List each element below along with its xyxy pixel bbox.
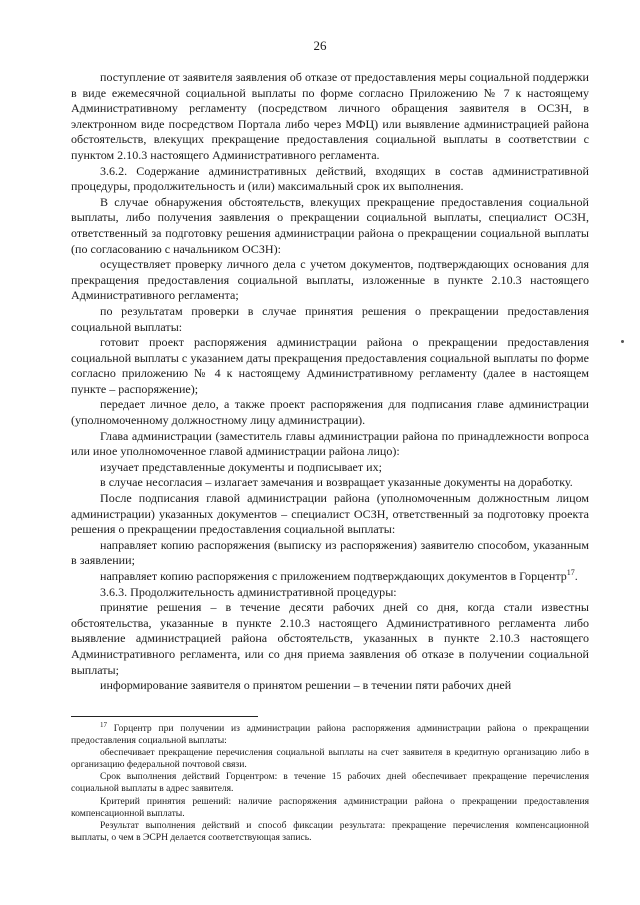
footnotes xyxy=(71,720,589,844)
paragraph: После подписания главой администрации района (уполномоченным должностным лицом администрации) указанных документов – специалист ОСЗН, ответственный за подготовку проекта решения о прекращении предоставления социальной выплаты: xyxy=(71,491,589,537)
footnote-number: 17 xyxy=(100,720,107,729)
list-item: в случае несогласия – излагает замечания и возвращает указанные документы на доработку. xyxy=(100,475,573,490)
list-item: принятие решения – в течение десяти рабочих дней со дня, когда стали известны обстоятельства, указанные в пункте 2.10.3 настоящего Административного регламента либо выявление администрацией района обстоятельств, указанных в пункте 2.10.3 настоящего Административного регламента, или со дня приема заявления об отказе в получении социальной выплаты; xyxy=(71,600,589,677)
list-item-with-footnote xyxy=(71,569,589,585)
scan-speck xyxy=(621,340,624,343)
footnote-item xyxy=(71,720,589,747)
paragraph: поступление от заявителя заявления об отказе от предоставления меры социальной поддержки в виде ежемесячной социальной выплаты по форме согласно Приложению № 7 к настоящему Административному регламенту (посредством личного обращения заявителя в ОСЗН, в электронном виде посредством Портала либо через МФЦ) или выявление администрацией района обстоятельств, влекущих прекращение предоставления социальной выплаты в соответствии с пунктом 2.10.3 настоящего Административного регламента. xyxy=(71,70,589,162)
footnote-divider xyxy=(71,716,258,717)
footnote-item: Критерий принятия решений: наличие распоряжения администрации района о прекращении предоставления компенсационной выплаты. xyxy=(71,795,589,819)
list-item: направляет копию распоряжения (выписку из распоряжения) заявителю способом, указанным в заявлении; xyxy=(71,537,589,568)
footnote-item: Срок выполнения действий Горцентром: в течение 15 рабочих дней обеспечивает прекращение перечисления социальной выплаты в адрес заявителя. xyxy=(71,771,589,795)
footnote-text: Горцентр при получении из администрации района распоряжения администрации района о прекращении предоставления социальной выплаты: xyxy=(71,723,589,747)
body-text xyxy=(71,70,589,694)
list-item-text: направляет копию распоряжения с приложением подтверждающих документов в Горцентр xyxy=(100,569,567,583)
section-heading: 3.6.2. Содержание административных действий, входящих в состав административной процедуры, продолжительность и (или) максимальный срок их выполнения. xyxy=(71,163,589,194)
list-item: информирование заявителя о принятом решении – в течении пяти рабочих дней xyxy=(100,678,512,693)
list-item: осуществляет проверку личного дела с учетом документов, подтверждающих основания для прекращения предоставления социальной выплаты, изложенные в пункте 2.10.3 настоящего Административного регламента; xyxy=(71,257,589,303)
footnote-item: обеспечивает прекращение перечисления социальной выплаты на счет заявителя в кредитную организацию либо в организацию федеральной почтовой связи. xyxy=(71,747,589,771)
list-item-terminator: . xyxy=(574,569,578,583)
paragraph: Глава администрации (заместитель главы администрации района по принадлежности вопроса или иное уполномоченное главой администрации района лицо): xyxy=(71,428,589,459)
footnote-reference: 17 xyxy=(566,567,575,577)
footnote-item: Результат выполнения действий и способ фиксации результата: прекращение перечисления компенсационной выплаты, о чем в ЭСРН делается соответствующая запись. xyxy=(71,819,589,843)
page-number: 26 xyxy=(313,38,327,53)
paragraph: В случае обнаружения обстоятельств, влекущих прекращение предоставления социальной выплаты, либо получения заявления о прекращении социальной выплаты, специалист ОСЗН, ответственный за подготовку решения администрации района о прекращении социальной выплаты (по согласованию с начальником ОСЗН): xyxy=(71,194,589,256)
section-heading: 3.6.3. Продолжительность административной процедуры: xyxy=(100,584,397,599)
list-item: готовит проект распоряжения администрации района о прекращении предоставления социальной выплаты с указанием даты прекращения предоставления социальной выплаты по форме согласно приложению № 4 к настоящему Административному регламенту (далее в настоящем пункте – распоряжение); xyxy=(71,335,589,396)
list-item: по результатам проверки в случае принятия решения о прекращении предоставления социальной выплаты: xyxy=(71,303,589,334)
list-item: передает личное дело, а также проект распоряжения для подписания главе администрации (уполномоченному должностному лицу администрации). xyxy=(71,397,589,428)
list-item: изучает представленные документы и подписывает их; xyxy=(100,459,382,474)
